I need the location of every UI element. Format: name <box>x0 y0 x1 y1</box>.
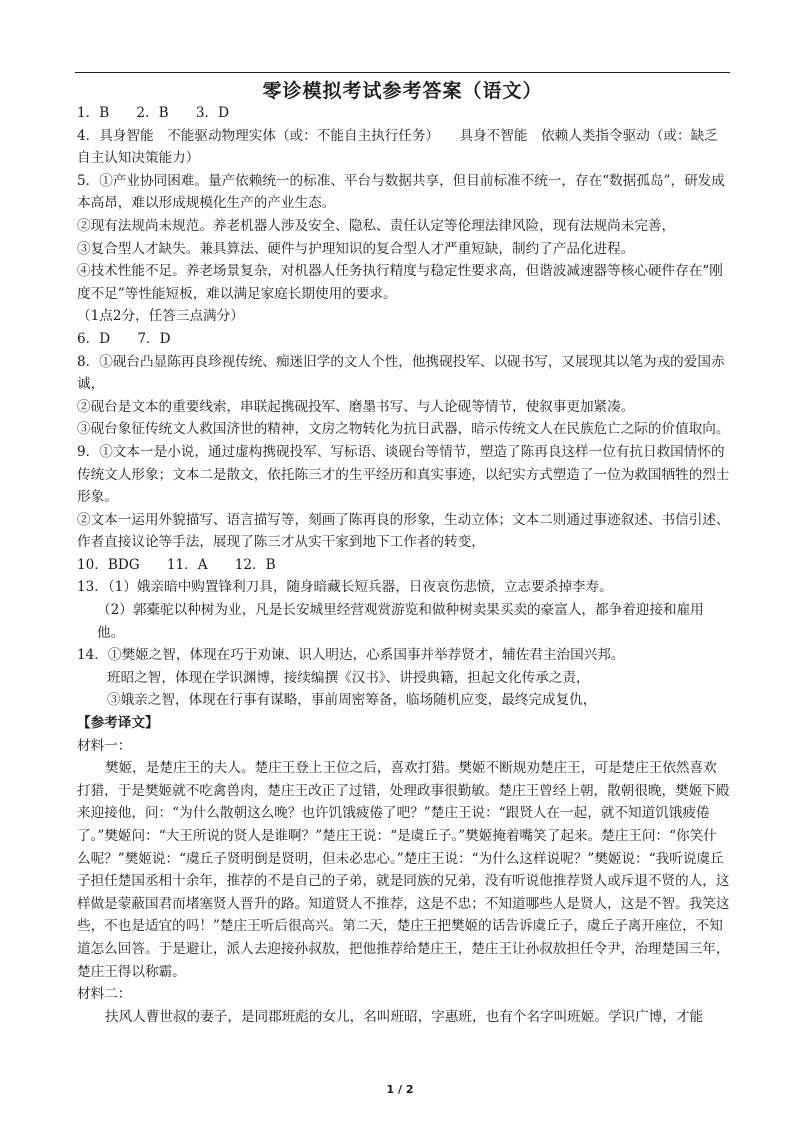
answer-line: ③砚台象征传统文人救国济世的精神，文房之物转化为抗日武器，暗示传统文人在民族危亡之际的价值取向。 <box>77 421 730 438</box>
page-number: 1 / 2 <box>386 1083 414 1096</box>
answer-line: 9．①文本一是小说，通过虚构携砚投军、写标语、谈砚台等情节，塑造了陈再良这样一位有抗日救国情怀的传统文人形象；文本二是散文，依托陈三才的生平经历和真实事迹，以纪实方式塑造了一位为救国牺牲的烈士形象。 <box>77 443 730 506</box>
answer-content <box>77 102 730 1028</box>
answer-line: 材料一： <box>77 737 132 754</box>
answer-line: 扶风人曹世叔的妻子，是同郡班彪的女儿，名叫班昭，字惠班，也有个名字叫班姬。学识广博，才能 <box>105 1008 704 1025</box>
header-rule <box>75 72 730 73</box>
answer-line: 10．BDG 11．A 12．B <box>77 556 276 573</box>
answer-line: 材料二： <box>77 986 132 1003</box>
answer-line: 8．①砚台凸显陈再良珍视传统、痴迷旧学的文人个性，他携砚投军、以砚书写，又展现其以笔为戎的爱国赤诚， <box>77 353 725 393</box>
answer-line: （2）郭橐驼以种树为业，凡是长安城里经营观赏游览和做种树卖果买卖的豪富人，都争着迎接和雇用他。 <box>97 602 704 641</box>
answer-line: ②砚台是文本的重要线索，串联起携砚投军、磨墨书写、与人论砚等情节，使叙事更加紧凑。 <box>77 398 635 415</box>
answer-line: ②现有法规尚未规范。养老机器人涉及安全、隐私、责任认定等伦理法律风险，现有法规尚未完善， <box>77 217 676 234</box>
answer-line: ④技术性能不足。养老场景复杂，对机器人任务执行精度与稳定性要求高，但谐波减速器等核心硬件存在“刚度不足”等性能短板，难以满足家庭长期使用的要求。 <box>77 263 723 302</box>
answer-line: 班昭之智，体现在学识渊博，接续编撰《汉书》、讲授典籍，担起文化传承之责， <box>107 669 590 686</box>
answer-line: 1．B 2．B 3．D <box>77 105 229 121</box>
answer-line: ③复合型人才缺失。兼具算法、硬件与护理知识的复合型人才严重短缺，制约了产品化进程。 <box>77 240 635 257</box>
answer-line: 5．①产业协同困难。量产依赖统一的标准、平台与数据共享，但目前标准不统一，存在“数据孤岛”，研发成本高昂，难以形成规模化生产的产业生态。 <box>77 172 725 212</box>
answer-line: 13．（1）娥亲暗中购置锋利刀具，随身暗藏长短兵器，日夜哀伤悲愤，立志要杀掉李寿。 <box>77 579 613 596</box>
answer-line: 樊姬，是楚庄王的夫人。楚庄王登上王位之后，喜欢打猎。樊姬不断规劝楚庄王，可是楚庄王依然喜欢打猎，于是樊姬就不吃禽兽肉，楚庄王改正了过错，处理政事很勤敏。楚庄王曾经上朝，散朝很晚，樊姬下殿来迎接他，问：“为什么散朝这么晚？也许饥饿疲倦了吧？”楚庄王说：“跟贤人在一起，就不知道饥饿疲倦了。”樊姬问：“大王所说的贤人是谁啊？”楚庄王说：“是虞丘子。”樊姬掩着嘴笑了起来。楚庄王问：“你笑什么呢？”樊姬说：“虞丘子贤明倒是贤明，但未必忠心。”楚庄王说：“为什么这样说呢？”樊姬说：“我听说虞丘子担任楚国丞相十余年，推荐的不是自己的子弟，就是同族的兄弟，没有听说他推荐贤人或斥退不贤的人，这样做是蒙蔽国君而堵塞贤人晋升的路。知道贤人不推荐，这是不忠；不知道哪些人是贤人，这是不智。我笑这些，不也是适宜的吗！”楚庄王听后很高兴。第二天，楚庄王把樊姬的话告诉虞丘子，虞丘子离开座位，不知道怎么回答。于是避让，派人去迎接孙叔敖，把他推荐给楚庄王，楚庄王让孙叔敖担任令尹，治理楚国三年，楚庄王得以称霸。 <box>77 760 730 980</box>
answer-line: （1点2分，任答三点满分） <box>77 308 244 325</box>
answer-page <box>75 60 730 1110</box>
answer-line: 【参考译文】 <box>77 715 159 732</box>
answer-line: ③娥亲之智，体现在行事有谋略，事前周密筹备，临场随机应变，最终完成复仇， <box>107 692 597 709</box>
page-title: 零诊模拟考试参考答案（语文） <box>262 80 543 102</box>
answer-line: 4．具身智能 不能驱动物理实体（或：不能自主执行任务） 具身不智能 依赖人类指令驱动（或：缺乏自主认知决策能力） <box>77 127 718 167</box>
answer-line: 14．①樊姬之智，体现在巧于劝谏、识人明达，心系国事并举荐贤才，辅佐君主治国兴邦。 <box>77 647 625 664</box>
answer-line: ②文本一运用外貌描写、语言描写等，刻画了陈再良的形象，生动立体；文本二则通过事迹叙述、书信引述、作者直接议论等手法，展现了陈三才从实干家到地下工作者的转变， <box>77 511 730 551</box>
answer-line: 6．D 7．D <box>77 330 171 347</box>
